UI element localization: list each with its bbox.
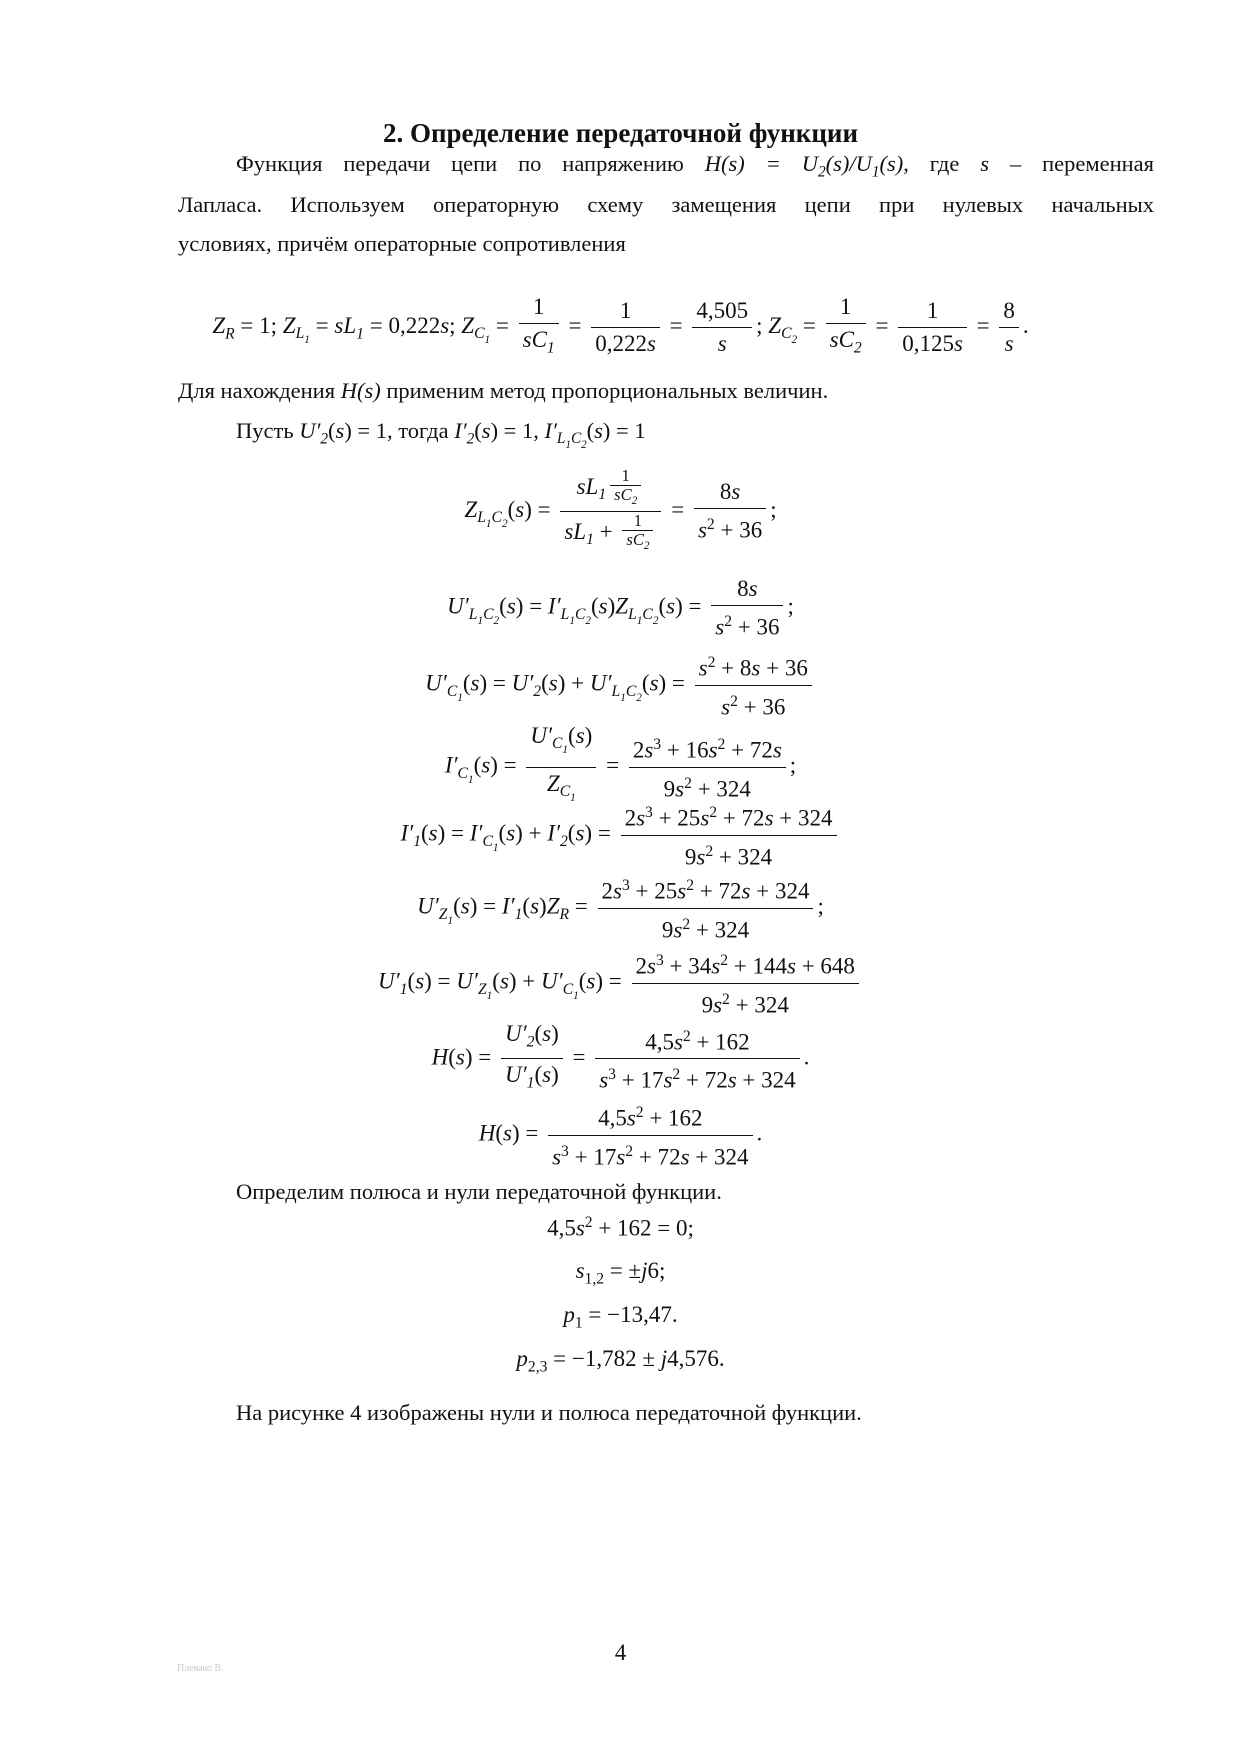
let-text-a: Пусть <box>236 418 294 443</box>
equation-i-1: $I'_1(s) = I'_{C_1}(s) + I'_2(s)$ = $\frac{2s^3 + 25s^2 + 72s + 324}{9s^2 + 324}$ <box>0 797 1241 873</box>
method-line: Для нахождения H(s) применим метод пропорциональных величин. <box>178 378 829 403</box>
equation-u-l1c2: $U'_{L_1C_2}(s) = I'_{L_1C_2}(s)Z_{L_1C_2}(s)$ = $\frac{8s}{s^2 + 36}$ ; <box>0 573 1241 644</box>
poles-zeros-intro: Определим полюса и нули передаточной функции. <box>236 1179 722 1204</box>
intro-line-2: Лапласа. Используем операторную схему замещения цепи при нулевых начальных <box>178 192 1154 217</box>
equation-h-final: H(s) = $\frac{4,5s^2 + 162}{s^3 + 17s^2 + 72s + 324}$ . <box>0 1097 1241 1173</box>
equation-poles-2-3: $p_{2,3} = -1,782 \pm j4,576$. <box>516 1346 725 1376</box>
page-number: 4 <box>614 1640 627 1665</box>
equation-pole-1: $p_1 = -13,47$. <box>563 1302 678 1332</box>
laplace-variable: s <box>980 151 990 176</box>
watermark: Плевако В. <box>177 1663 224 1674</box>
equation-zeros: $s_{1,2} = \pm j6$; <box>575 1258 666 1288</box>
intro-line-3: условиях, причём операторные сопротивления <box>178 231 626 256</box>
equation-z-l1c2: $Z_{L_1C_2}(s)$ = $sL_1$ $\frac{1}{sC_2}$ $sL_1$ + $\frac{1}{sC_2}$ = $\frac{8s}{s^2 + 36}$ ; <box>464 466 777 553</box>
method-text-b: применим метод пропорциональных величин. <box>386 378 829 403</box>
intro-text-a: Функция передачи цепи по напряжению <box>236 151 684 176</box>
equation-u-c1: $U'_{C_1}(s) = U'_2(s) + U'_{L_1C_2}(s)$ = $\frac{s^2 + 8s + 36}{s^2 + 36}$ <box>0 647 1241 723</box>
intro-text-c: – переменная <box>1009 151 1154 176</box>
equation-u-z1: $U'_{Z_1}(s) = I'_1(s)Z_R$ = $\frac{2s^3 + 25s^2 + 72s + 324}{9s^2 + 324}$ ; <box>0 870 1241 946</box>
equation-u-1: $U'_1(s) = U'_{Z_1}(s) + U'_{C_1}(s)$ = $\frac{2s^3 + 34s^2 + 144s + 648}{9s^2 + 324}$ <box>0 945 1241 1021</box>
impedance-equations: $Z_R = 1$; $Z_{L_1} = sL_1 = 0,222s$; $Z_{C_1}$ = $\frac{1}{sC_1}$ = $\frac{1}{0,222s}$ = $\frac{4,505}{s}$ ; $Z_{C_2}$ = $\frac{1}{sC_2}$ = $\frac{1}{0,125s}$ = $\frac{8}{s}$ . <box>0 291 1241 364</box>
figure-reference-line: На рисунке 4 изображены нули и полюса передаточной функции. <box>236 1400 862 1425</box>
assumption-line: Пусть $U'_2(s) = 1$, тогда $I'_2(s) = 1$, $I'_{L_1C_2}(s) = 1$ <box>236 418 646 452</box>
equation-zeros-condition: $4,5s^2 + 162 = 0$; <box>547 1214 694 1241</box>
let-text-b: , тогда <box>387 418 449 443</box>
method-text-a: Для нахождения <box>178 378 336 403</box>
equation-i-c1: $I'_{C_1}(s)$ = $\frac{U'_{C_1}(s)}{Z_{C_1}}$ = $\frac{2s^3 + 16s^2 + 72s}{9s^2 + 324}$ ; <box>0 720 1241 814</box>
intro-text-b: , где <box>903 151 960 176</box>
transfer-function-definition: $H(s) = U_2(s)/U_1(s)$ <box>704 151 904 181</box>
equation-h-derivation: H(s) = $\frac{U'_2(s)}{U'_1(s)}$ = $\frac{4,5s^2 + 162}{s^3 + 17s^2 + 72s + 324}$ . <box>0 1018 1241 1100</box>
section-title: 2. Определение передаточной функции <box>382 118 859 148</box>
